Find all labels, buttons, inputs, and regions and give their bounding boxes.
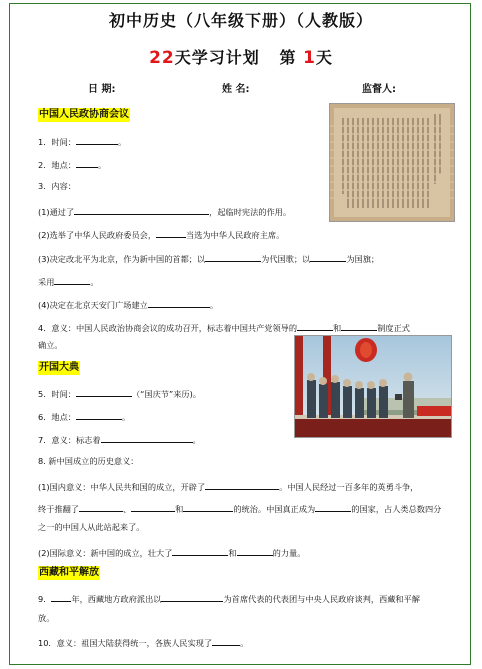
significance-1-line: (1)国内意义：中华人民共和国的成立，开辟了 。中国人民经过一百多年的英勇斗争， [38, 482, 419, 492]
significance-1c-line: 之一的中国人从此站起来了。 [38, 522, 145, 532]
blank-field[interactable] [310, 252, 346, 262]
blank-field[interactable] [172, 546, 228, 556]
blank-field[interactable] [183, 502, 233, 512]
content-3b-line: 采用 。 [38, 277, 99, 287]
blank-field[interactable] [148, 298, 210, 308]
content-3-line: (3)决定改北平为北京，作为新中国的首都；以 为代国歌；以 为国旗； [38, 254, 380, 264]
q9-line: 9． 年，西藏地方政府派出以 为首席代表的代表团与中央人民政府谈判，西藏和平解 [38, 594, 420, 604]
blank-field[interactable] [76, 410, 122, 420]
page-title: 初中历史（八年级下册）（人教版） [108, 11, 373, 30]
content-1-line: (1)通过了 ，起临时宪法的作用。 [38, 207, 292, 217]
section-cppcc: 中国人民政协商会议 [39, 109, 129, 120]
section-founding-ceremony: 开国大典 [39, 362, 79, 373]
q10-line: 10．意义：祖国大陆获得统一，各族人民实现了 。 [38, 638, 249, 648]
blank-field[interactable] [54, 275, 90, 285]
blank-field[interactable] [205, 480, 279, 490]
blank-field[interactable] [74, 205, 209, 215]
significance-2-line: (2)国际意义：新中国的成立，壮大了 和 的力量。 [38, 548, 306, 558]
q6-line: 6．地点： 。 [38, 412, 131, 422]
q8-line: 8. 新中国成立的历史意义： [38, 456, 139, 466]
plan-label: 天学习计划 [174, 48, 260, 67]
significance-1b-line: 终于推翻了 、 和 的统治。中国真正成为 的国家，占人类总数四分 [38, 504, 442, 514]
q1-line: 1．时间： 。 [38, 137, 127, 147]
study-plan-subtitle [0, 45, 482, 68]
day-number: 1 [303, 48, 316, 68]
blank-field[interactable] [156, 228, 186, 238]
day-suffix: 天 [315, 48, 333, 67]
document-photo [329, 103, 455, 222]
blank-field[interactable] [76, 158, 98, 168]
q7-line: 7．意义：标志着 。 [38, 435, 201, 445]
blank-field[interactable] [237, 546, 273, 556]
blank-field[interactable] [161, 592, 223, 602]
supervisor-label: 监督人: [362, 84, 396, 95]
name-label: 姓 名: [222, 84, 250, 95]
q4-line: 4．意义：中国人民政治协商会议的成功召开，标志着中国共产党领导的 和 制度正式 [38, 323, 410, 333]
blank-field[interactable] [101, 433, 193, 443]
date-label: 日 期: [88, 84, 116, 95]
blank-field[interactable] [297, 321, 333, 331]
blank-field[interactable] [76, 135, 118, 145]
q3-line: 3．内容： [38, 181, 76, 191]
blank-field[interactable] [51, 592, 71, 602]
blank-field[interactable] [76, 387, 132, 397]
blank-field[interactable] [79, 502, 123, 512]
blank-field[interactable] [212, 636, 240, 646]
founding-ceremony-painting [294, 335, 452, 438]
day-prefix: 第 [279, 48, 297, 67]
q2-line: 2．地点： 。 [38, 160, 107, 170]
q9-line-cont: 放。 [38, 613, 55, 623]
q4-line-cont: 确立。 [38, 340, 63, 350]
blank-field[interactable] [341, 321, 377, 331]
q5-line: 5．时间： （“国庆节”来历)。 [38, 389, 201, 399]
blank-field[interactable] [315, 502, 351, 512]
blank-field[interactable] [131, 502, 175, 512]
content-4-line: (4)决定在北京天安门广场建立 。 [38, 300, 219, 310]
content-2-line: (2)选举了中华人民政府委员会， 当选为中华人民政府主席。 [38, 230, 285, 240]
plan-days: 22 [149, 48, 175, 68]
section-tibet-liberation: 西藏和平解放 [39, 567, 99, 578]
blank-field[interactable] [205, 252, 261, 262]
